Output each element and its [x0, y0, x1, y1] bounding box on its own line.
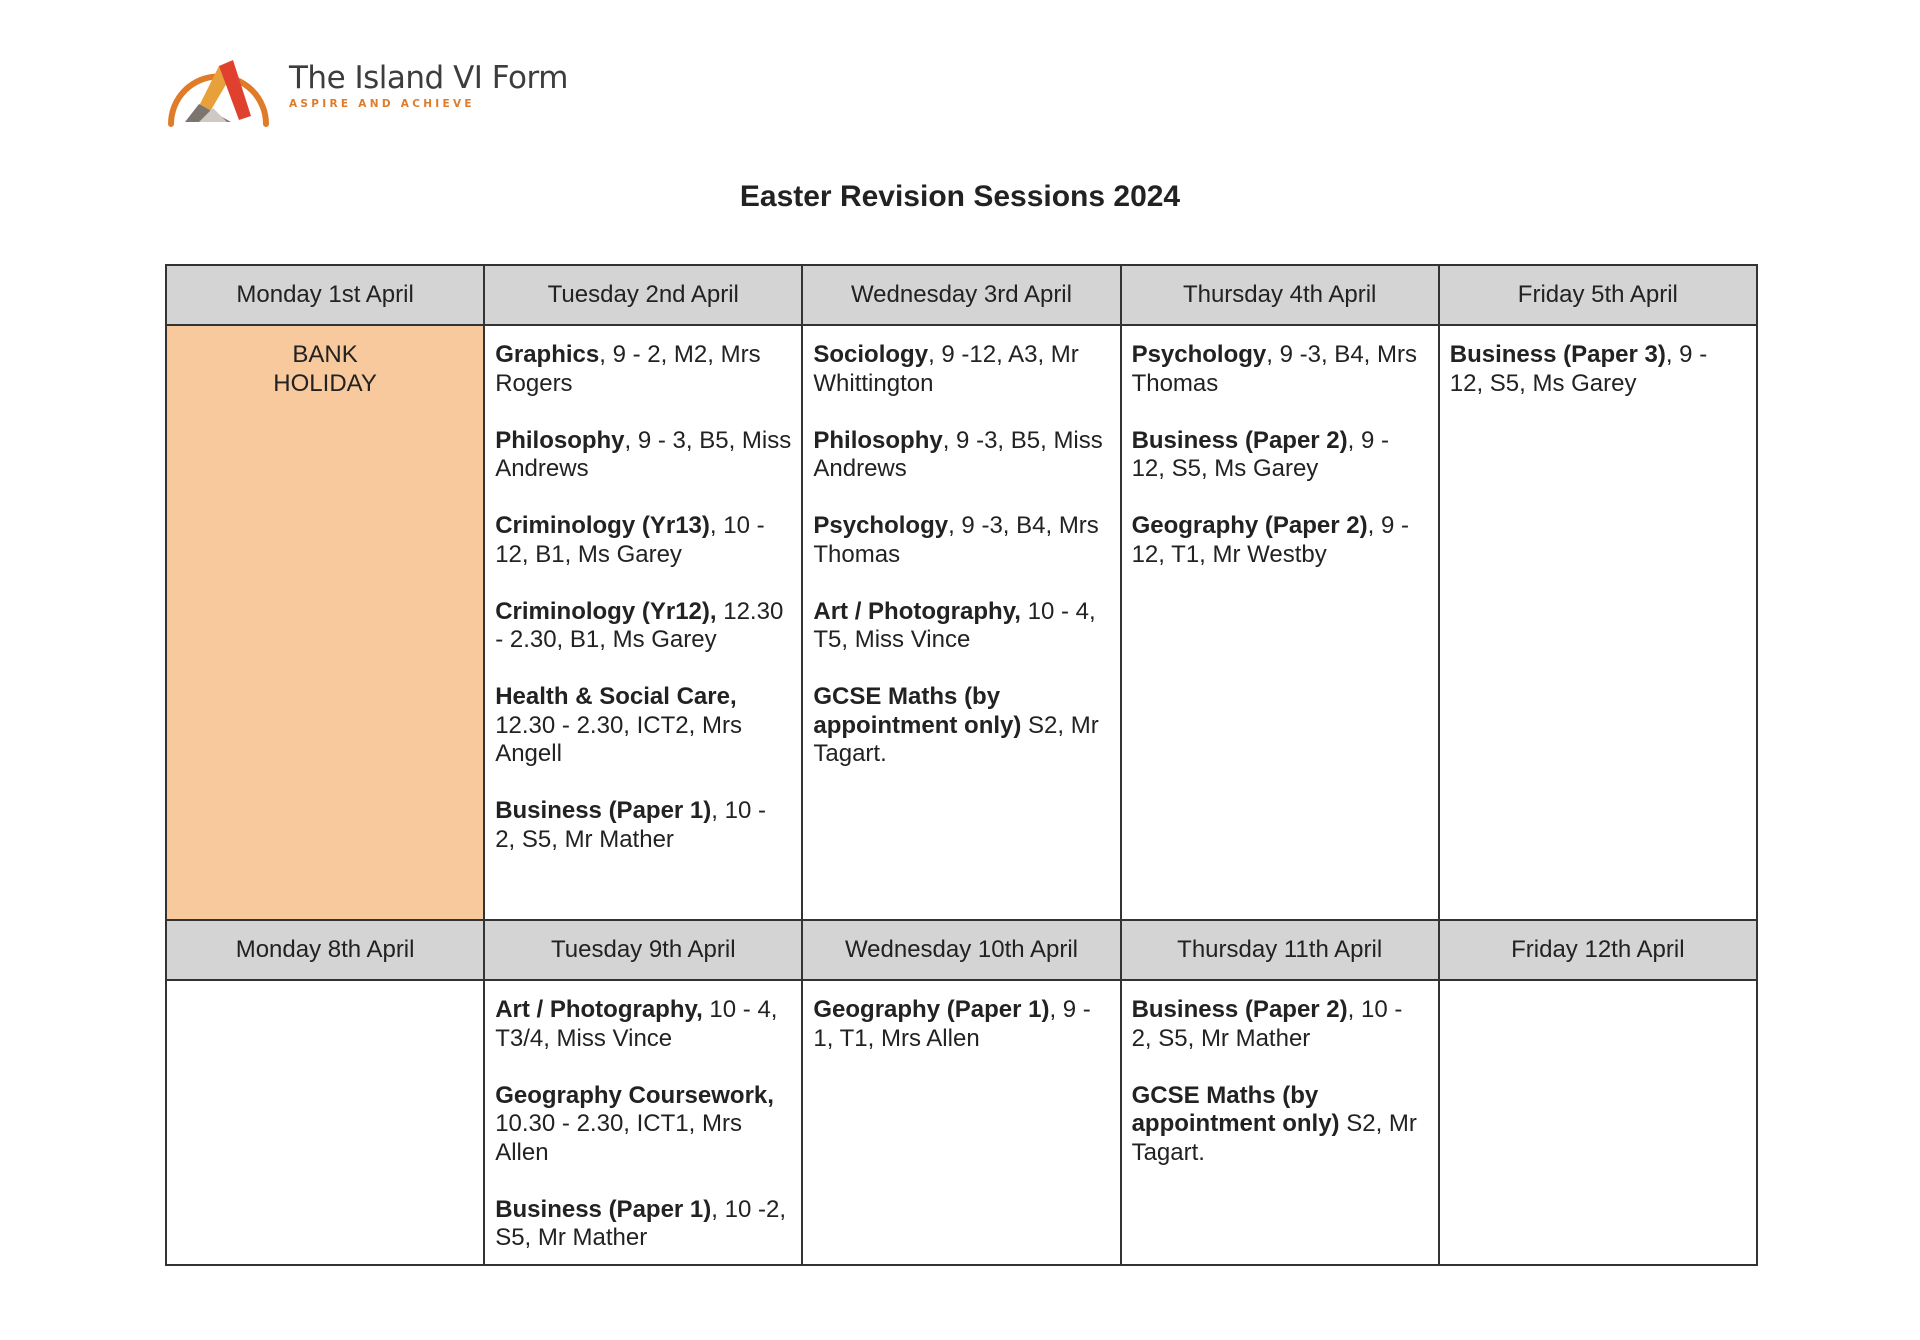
logo-mark-icon: [165, 46, 275, 128]
logo-tagline: ASPIRE AND ACHIEVE: [289, 98, 475, 110]
session-subject: Business (Paper 1): [495, 797, 712, 824]
day-header-friday-12: Friday 12th April: [1439, 920, 1757, 980]
day-header-wednesday-10: Wednesday 10th April: [802, 920, 1120, 980]
session-subject: Psychology: [1131, 341, 1267, 368]
sessions-cell-tuesday-2: [484, 325, 802, 920]
session-details: , 10 -2, S5, Mr Mather: [495, 1195, 786, 1251]
day-header-monday-8: Monday 8th April: [166, 920, 484, 980]
holiday-label-line2: HOLIDAY: [273, 369, 377, 397]
day-header-wednesday-3: Wednesday 3rd April: [802, 265, 1120, 325]
session-subject: Geography (Paper 1): [813, 996, 1050, 1023]
session-subject: Criminology (Yr12),: [495, 597, 717, 625]
day-header-tuesday-2: Tuesday 2nd April: [484, 265, 802, 325]
session-subject: Philosophy: [495, 426, 625, 454]
day-header-monday-1: Monday 1st April: [166, 265, 484, 325]
session-subject: Sociology: [813, 341, 929, 368]
session-subject: Business (Paper 2): [1131, 426, 1348, 454]
session-details: , 9 - 3, B5, Miss Andrews: [495, 426, 792, 482]
session-entry: [1132, 512, 1428, 569]
school-logo: [165, 46, 568, 128]
session-details: , 9 -3, B4, Mrs Thomas: [1131, 341, 1417, 397]
session-details: 10 - 4, T3/4, Miss Vince: [495, 996, 778, 1052]
session-entry: [495, 341, 791, 398]
day-header-thursday-4: Thursday 4th April: [1121, 265, 1439, 325]
session-entry: [495, 598, 791, 655]
session-entry: [1132, 427, 1428, 484]
sessions-cell-thursday-4: [1121, 325, 1439, 920]
week1-sessions-row: [166, 325, 1757, 920]
sessions-cell-friday-12: [1439, 980, 1757, 1265]
session-details: S2, Mr Tagart.: [813, 711, 1099, 767]
session-subject: Business (Paper 2): [1131, 996, 1348, 1023]
session-details: S2, Mr Tagart.: [1131, 1110, 1417, 1166]
session-details: , 9 -3, B4, Mrs Thomas: [813, 512, 1099, 568]
session-entry: [813, 427, 1109, 484]
session-details: 10 - 4, T5, Miss Vince: [813, 597, 1096, 653]
session-details: 10.30 - 2.30, ICT1, Mrs Allen: [495, 1110, 742, 1166]
session-entry: [813, 512, 1109, 569]
session-entry: [1132, 996, 1428, 1053]
week2-sessions-row: [166, 980, 1757, 1265]
session-subject: Health & Social Care,: [495, 683, 737, 710]
session-details: , 9 - 2, M2, Mrs Rogers: [495, 341, 761, 397]
sessions-cell-thursday-11: [1121, 980, 1439, 1265]
session-subject: Philosophy: [813, 426, 943, 454]
session-subject: Geography (Paper 2): [1131, 512, 1368, 539]
session-entry: [813, 341, 1109, 398]
bank-holiday-cell: [166, 325, 484, 920]
session-details: , 9 - 12, T1, Mr Westby: [1131, 512, 1409, 568]
session-subject: Art / Photography,: [495, 996, 703, 1023]
session-subject: Graphics: [495, 341, 600, 368]
session-subject: Criminology (Yr13): [495, 512, 710, 539]
session-details: 12.30 - 2.30, ICT2, Mrs Angell: [495, 711, 742, 767]
session-details: , 9 - 12, S5, Ms Garey: [1131, 426, 1389, 482]
session-details: , 9 -12, A3, Mr Whittington: [813, 341, 1079, 397]
session-details: , 10 - 12, B1, Ms Garey: [495, 512, 765, 568]
session-subject: Business (Paper 1): [495, 1195, 712, 1223]
session-entry: [813, 996, 1109, 1053]
revision-schedule-table: [165, 264, 1758, 1266]
page-title: Easter Revision Sessions 2024: [739, 180, 1181, 213]
session-entry: [1132, 1082, 1428, 1168]
session-entry: [495, 683, 791, 769]
session-details: , 10 - 2, S5, Mr Mather: [1131, 996, 1403, 1052]
sessions-cell-wednesday-3: [802, 325, 1120, 920]
session-entry: [495, 797, 791, 854]
sessions-cell-tuesday-9: [484, 980, 802, 1265]
session-details: , 9 -3, B5, Miss Andrews: [813, 426, 1103, 482]
session-entry: [1132, 341, 1428, 398]
session-entry: [813, 598, 1109, 655]
session-entry: [495, 996, 791, 1053]
sessions-cell-wednesday-10: [802, 980, 1120, 1265]
session-details: 12.30 - 2.30, B1, Ms Garey: [495, 597, 784, 653]
session-details: , 10 - 2, S5, Mr Mather: [495, 797, 766, 853]
session-subject: Art / Photography,: [813, 597, 1021, 625]
day-header-thursday-11: Thursday 11th April: [1121, 920, 1439, 980]
day-header-tuesday-9: Tuesday 9th April: [484, 920, 802, 980]
sessions-cell-friday-5: [1439, 325, 1757, 920]
session-subject: GCSE Maths (by appointment only): [813, 683, 1022, 739]
week1-header-row: [166, 265, 1757, 325]
session-details: , 9 - 12, S5, Ms Garey: [1449, 341, 1708, 397]
session-subject: Geography Coursework,: [495, 1081, 774, 1109]
session-entry: [495, 427, 791, 484]
session-entry: [495, 1196, 791, 1253]
session-entry: [495, 512, 791, 569]
session-details: , 9 - 1, T1, Mrs Allen: [813, 996, 1091, 1052]
session-subject: GCSE Maths (by appointment only): [1131, 1081, 1340, 1137]
session-entry: [1450, 341, 1746, 398]
session-entry: [495, 1082, 791, 1168]
week2-header-row: [166, 920, 1757, 980]
day-header-friday-5: Friday 5th April: [1439, 265, 1757, 325]
holiday-label-line1: BANK: [292, 341, 358, 368]
session-entry: [813, 683, 1109, 769]
session-subject: Business (Paper 3): [1449, 341, 1666, 368]
sessions-cell-monday-8: [166, 980, 484, 1265]
session-subject: Psychology: [813, 512, 949, 539]
logo-school-name: The Island VI Form: [289, 60, 568, 96]
